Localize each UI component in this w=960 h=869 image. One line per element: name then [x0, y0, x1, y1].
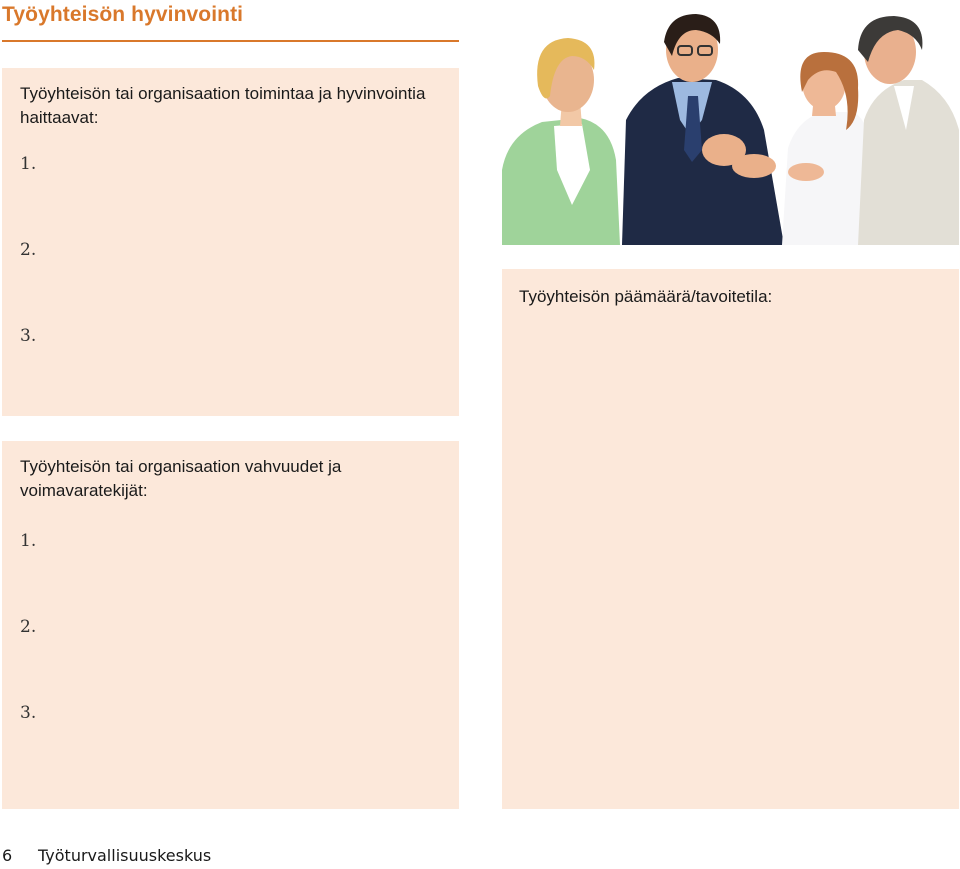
strength-item-3: 3.: [20, 703, 37, 723]
hindrances-heading: Työyhteisön tai organisaation toimintaa ja hyvinvointia haittaavat:: [20, 84, 426, 127]
goal-panel: [502, 269, 959, 809]
strength-item-2: 2.: [20, 617, 37, 637]
page-title: Työyhteisön hyvinvointi: [2, 3, 244, 26]
hindrance-item-2: 2.: [20, 240, 37, 260]
hindrance-item-3: 3.: [20, 326, 37, 346]
hindrances-panel: [2, 68, 459, 416]
strengths-panel: [2, 441, 459, 809]
title-divider: [2, 40, 459, 42]
publisher-name: Työturvallisuuskeskus: [38, 846, 212, 865]
strengths-heading: Työyhteisön tai organisaation vahvuudet ja voimavaratekijät:: [20, 457, 342, 500]
goal-heading: Työyhteisön päämäärä/tavoitetila:: [519, 287, 773, 306]
page-footer: [2, 846, 211, 865]
page-number: 6: [2, 846, 13, 865]
people-discussion-photo: [502, 0, 959, 245]
strength-item-1: 1.: [20, 531, 37, 551]
hindrance-item-1: 1.: [20, 154, 37, 174]
